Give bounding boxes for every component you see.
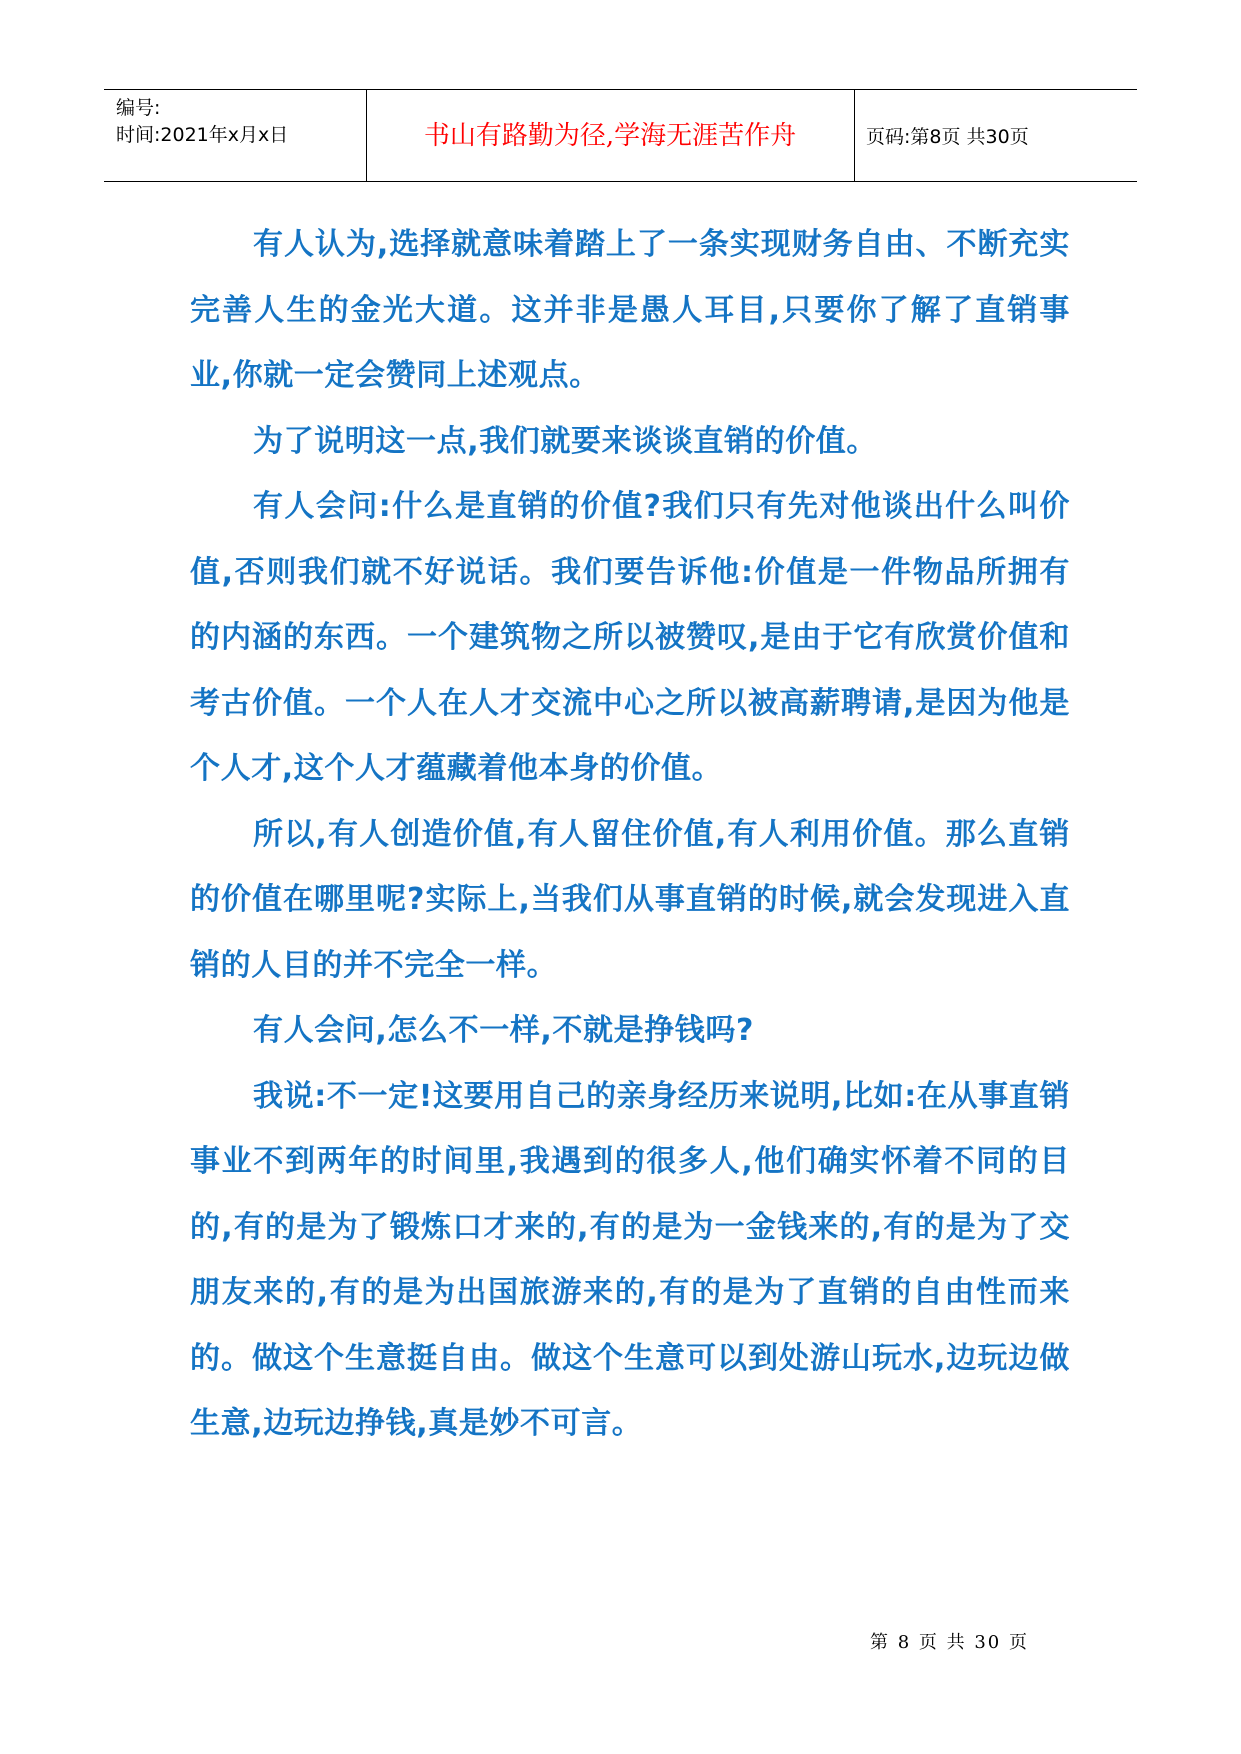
- paragraph: 为了说明这一点,我们就要来谈谈直销的价值。: [253, 423, 877, 459]
- page-footer: 第 8 页 共 30 页: [870, 1632, 1029, 1653]
- header-meta-cell: [104, 90, 367, 181]
- header-page-cell: [854, 90, 1137, 181]
- paragraph: 有人认为,选择就意味着踏上了一条实现财务自由、不断充实完善人生的金光大道。这并非是愚人耳目,只要你了解了直销事业,你就一定会赞同上述观点。: [190, 227, 1070, 393]
- header-page-info: 页码:第8页 共30页: [866, 126, 1029, 148]
- paragraph: 有人会问:什么是直销的价值?我们只有先对他谈出什么叫价值,否则我们就不好说话。我们要告诉他:价值是一件物品所拥有的内涵的东西。一个建筑物之所以被赞叹,是由于它有欣赏价值和考古价值。一个人在人才交流中心之所以被高薪聘请,是因为他是个人才,这个人才蕴藏着他本身的价值。: [190, 489, 1070, 786]
- document-time-label: 时间:2021年x月x日: [116, 124, 289, 146]
- paragraph: 所以,有人创造价值,有人留住价值,有人利用价值。那么直销的价值在哪里呢?实际上,当我们从事直销的时候,就会发现进入直销的人目的并不完全一样。: [190, 816, 1070, 983]
- paragraph: 我说:不一定!这要用自己的亲身经历来说明,比如:在从事直销事业不到两年的时间里,我遇到的很多人,他们确实怀着不同的目的,有的是为了锻炼口才来的,有的是为一金钱来的,有的是为了交朋友来的,有的是为出国旅游来的,有的是为了直销的自由性而来的。做这个生意挺自由。做这个生意可以到处游山玩水,边玩边做生意,边玩边挣钱,真是妙不可言。: [190, 1078, 1070, 1441]
- paragraph: 有人会问,怎么不一样,不就是挣钱吗?: [253, 1013, 754, 1048]
- header-motto: 书山有路勤为径,学海无涯苦作舟: [423, 121, 797, 151]
- header-motto-cell: [366, 90, 855, 181]
- document-number-label: 编号:: [116, 97, 161, 119]
- document-header: [104, 89, 1137, 182]
- document-body: [190, 212, 1070, 1457]
